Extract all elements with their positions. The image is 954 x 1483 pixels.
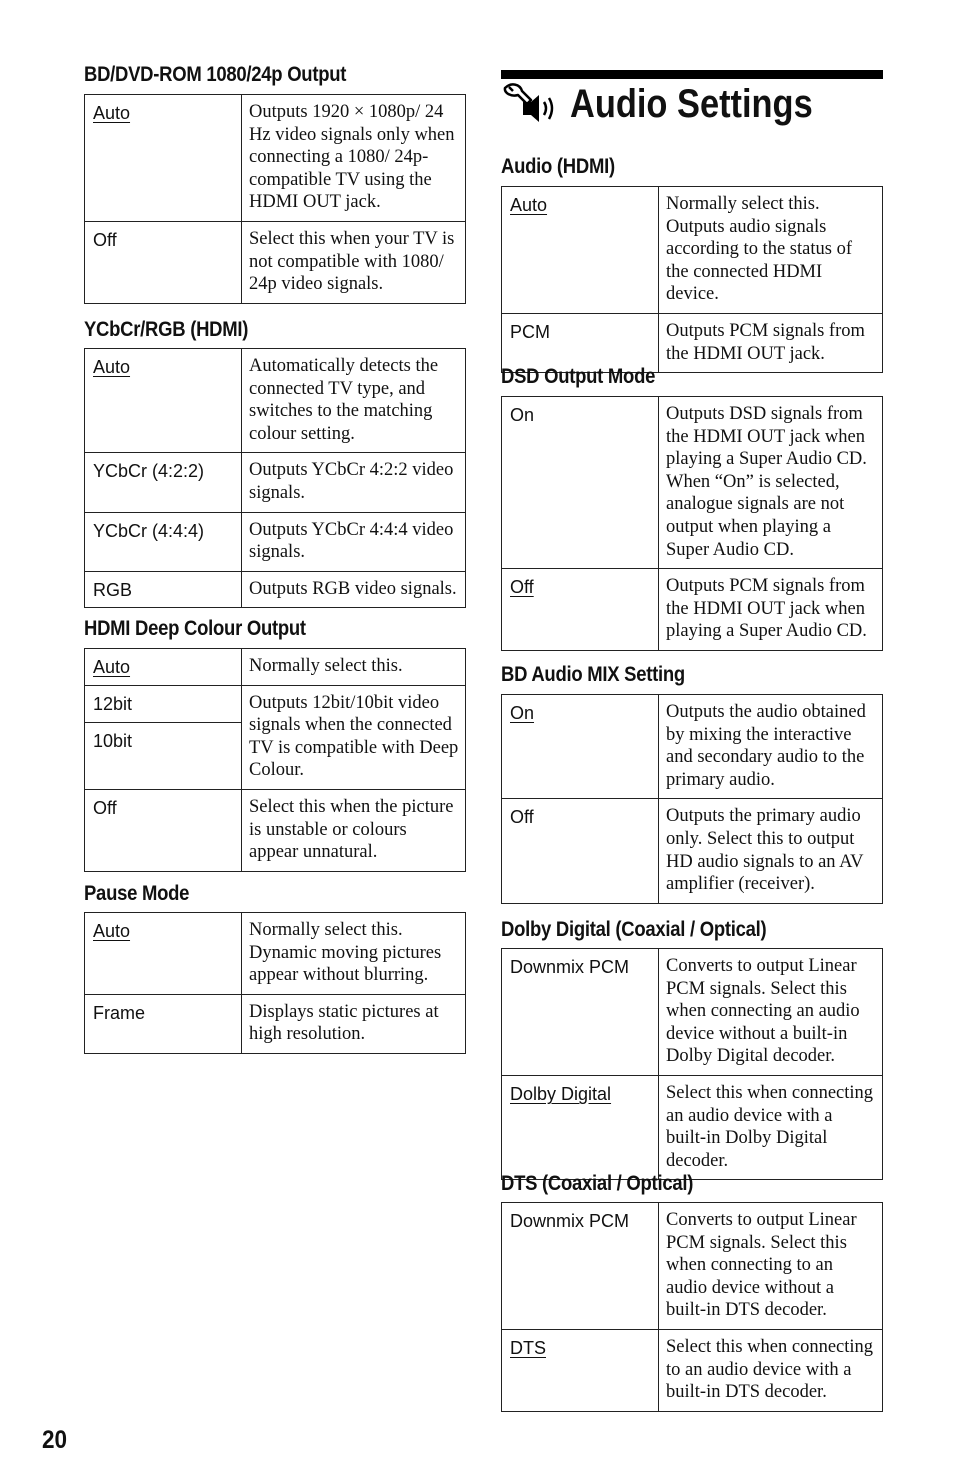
option-key: Off xyxy=(510,577,534,598)
option-key: Downmix PCM xyxy=(510,957,630,977)
table-row xyxy=(85,349,466,453)
option-key: YCbCr (4:2:2) xyxy=(93,461,205,482)
option-key: Auto xyxy=(93,921,131,941)
section-title-bd-dvd-rom-1080-24p-output: BD/DVD-ROM 1080/24p Output xyxy=(84,63,347,86)
options-table-audio-hdmi xyxy=(501,186,883,373)
options-table-ycbcr-rgb-hdmi xyxy=(84,348,466,608)
table-row xyxy=(502,1329,883,1411)
option-description: Converts to output Linear PCM signals. Select this when connecting to an audio device without a built-in DTS decoder. xyxy=(659,1203,883,1330)
section-title-dts-coaxial-optical: DTS (Coaxial / Optical) xyxy=(501,1172,694,1195)
table-row xyxy=(502,569,883,651)
option-description: Select this when connecting to an audio device with a built-in DTS decoder. xyxy=(659,1329,883,1411)
option-description: Outputs the audio obtained by mixing the interactive and secondary audio to the primary audio. xyxy=(659,695,883,799)
option-description: Normally select this. Outputs audio signals according to the status of the connected HDMI device. xyxy=(659,187,883,314)
option-description: Outputs PCM signals from the HDMI OUT jack. xyxy=(659,313,883,372)
option-description: Outputs DSD signals from the HDMI OUT jack when playing a Super Audio CD. When “On” is selected, analogue signals are not output when playing a Super Audio CD. xyxy=(659,397,883,569)
section-title-pause-mode: Pause Mode xyxy=(84,882,190,905)
options-table-dts-coaxial-optical xyxy=(501,1202,883,1412)
page-title: Audio Settings xyxy=(570,82,813,126)
option-description: Converts to output Linear PCM signals. Select this when connecting an audio device without a built-in Dolby Digital decoder. xyxy=(659,949,883,1076)
option-key: On xyxy=(510,405,535,425)
option-key: Off xyxy=(510,807,534,828)
table-row xyxy=(502,949,883,1076)
option-description: Automatically detects the connected TV type, and switches to the matching colour setting. xyxy=(242,349,466,453)
option-description: Outputs PCM signals from the HDMI OUT jack when playing a Super Audio CD. xyxy=(659,569,883,651)
section-title-dsd-output-mode: DSD Output Mode xyxy=(501,365,656,388)
option-key: Dolby Digital xyxy=(510,1083,612,1104)
option-key: YCbCr (4:4:4) xyxy=(93,520,205,541)
table-row xyxy=(85,95,466,222)
table-row xyxy=(502,799,883,903)
options-table-dsd-output-mode xyxy=(501,396,883,651)
option-description: Outputs RGB video signals. xyxy=(242,571,466,608)
option-key: Auto xyxy=(93,657,131,677)
option-key: Auto xyxy=(93,103,131,123)
option-key: Auto xyxy=(510,195,548,215)
section-title-audio-hdmi: Audio (HDMI) xyxy=(501,155,615,178)
table-row xyxy=(85,789,466,871)
option-description: Outputs YCbCr 4:2:2 video signals. xyxy=(242,453,466,512)
table-row xyxy=(502,397,883,569)
option-description: Select this when connecting an audio device with a built-in Dolby Digital decoder. xyxy=(659,1075,883,1179)
page-number: 20 xyxy=(42,1426,68,1454)
option-description: Outputs 1920 × 1080p/ 24 Hz video signals only when connecting a 1080/ 24p-compatible TV using the HDMI OUT jack. xyxy=(242,95,466,222)
option-description: Outputs 12bit/10bit video signals when the connected TV is compatible with Deep Colour. xyxy=(242,685,466,789)
table-row xyxy=(502,1075,883,1179)
table-row xyxy=(502,313,883,372)
options-table-pause-mode xyxy=(84,912,466,1054)
options-table-bd-dvd-rom-1080-24p-output xyxy=(84,94,466,304)
section-title-dolby-digital-coaxial-optical: Dolby Digital (Coaxial / Optical) xyxy=(501,918,767,941)
table-row xyxy=(85,453,466,512)
option-key: 12bit xyxy=(93,693,133,714)
option-key: Downmix PCM xyxy=(510,1211,630,1231)
option-key: PCM xyxy=(510,321,550,342)
table-row xyxy=(502,1203,883,1330)
option-key: DTS xyxy=(510,1337,546,1358)
option-description: Select this when the picture is unstable or colours appear unnatural. xyxy=(242,789,466,871)
option-key: 10bit xyxy=(93,731,133,752)
table-row xyxy=(502,695,883,799)
table-row xyxy=(85,649,466,686)
options-table-bd-audio-mix-setting xyxy=(501,694,883,904)
table-row xyxy=(85,994,466,1053)
section-title-hdmi-deep-colour-output: HDMI Deep Colour Output xyxy=(84,617,306,640)
option-key: Off xyxy=(93,797,117,818)
option-description: Displays static pictures at high resolution. xyxy=(242,994,466,1053)
option-key: Frame xyxy=(93,1002,146,1023)
option-description: Outputs the primary audio only. Select this to output HD audio signals to an AV amplifier (receiver). xyxy=(659,799,883,903)
option-key: Off xyxy=(93,229,117,250)
table-row xyxy=(85,221,466,303)
option-description: Normally select this. xyxy=(242,649,466,686)
table-row xyxy=(85,512,466,571)
option-key: On xyxy=(510,703,535,723)
option-key: Auto xyxy=(93,357,131,377)
section-title-bd-audio-mix-setting: BD Audio MIX Setting xyxy=(501,663,685,686)
section-title-ycbcr-rgb-hdmi: YCbCr/RGB (HDMI) xyxy=(84,318,249,341)
options-table-hdmi-deep-colour-output xyxy=(84,648,466,872)
wrench-speaker-icon xyxy=(501,82,561,128)
table-row xyxy=(85,685,466,723)
heading-rule xyxy=(501,70,883,79)
table-row xyxy=(502,187,883,314)
option-description: Normally select this. Dynamic moving pictures appear without blurring. xyxy=(242,913,466,995)
option-description: Select this when your TV is not compatible with 1080/ 24p video signals. xyxy=(242,221,466,303)
option-key: RGB xyxy=(93,579,133,600)
table-row xyxy=(85,913,466,995)
option-description: Outputs YCbCr 4:4:4 video signals. xyxy=(242,512,466,571)
table-row xyxy=(85,571,466,608)
options-table-dolby-digital-coaxial-optical xyxy=(501,948,883,1180)
